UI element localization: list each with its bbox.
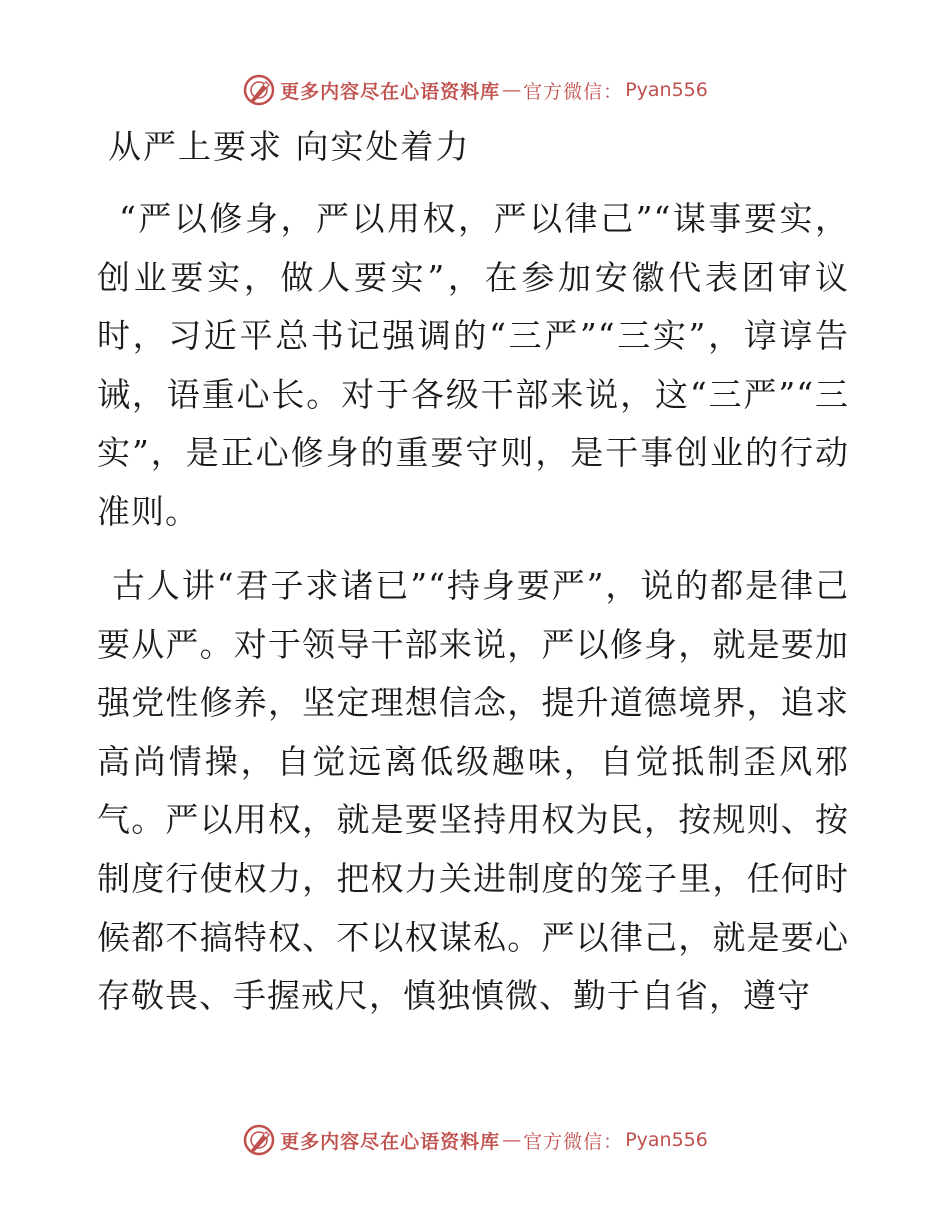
banner-wechat-label: 官方微信：	[523, 1130, 624, 1153]
banner-main-text: 更多内容尽在心语资料库	[280, 80, 501, 103]
banner-wechat-id: Pyan556	[625, 79, 708, 101]
document-title: 从严上要求 向实处着力	[108, 127, 471, 166]
paragraph-1: “严以修身，严以用权，严以律己”“谋事要实，创业要实，做人要实”，在参加安徽代表团审议时，习近平总书记强调的“三严”“三实”，谆谆告诫，语重心长。对于各级干部来说，这“三严”“三实”，是正心修身的重要守则，是干事创业的行动准则。	[97, 199, 849, 531]
footer-watermark	[0, 1120, 950, 1160]
pen-nib-logo-icon	[242, 1123, 276, 1157]
banner-separator: —	[502, 79, 522, 101]
paragraph-2: 古人讲“君子求诸已”“持身要严”，说的都是律己要从严。对于领导干部来说，严以修身，就是要加强党性修养，坚定理想信念，提升道德境界，追求高尚情操，自觉远离低级趣味，自觉抵制歪风邪气。严以用权，就是要坚持用权为民，按规则、按制度行使权力，把权力关进制度的笼子里，任何时候都不搞特权、不以权谋私。严以律己，就是要心存敬畏、手握戒尺，慎独慎微、勤于自省，遵守	[97, 566, 849, 1016]
banner-wechat-label: 官方微信：	[523, 80, 624, 103]
pen-nib-logo-icon	[242, 73, 276, 107]
banner-wechat-id: Pyan556	[625, 1129, 708, 1151]
banner-main-text: 更多内容尽在心语资料库	[280, 1130, 501, 1153]
banner-separator: —	[502, 1129, 522, 1151]
header-watermark	[0, 70, 950, 110]
